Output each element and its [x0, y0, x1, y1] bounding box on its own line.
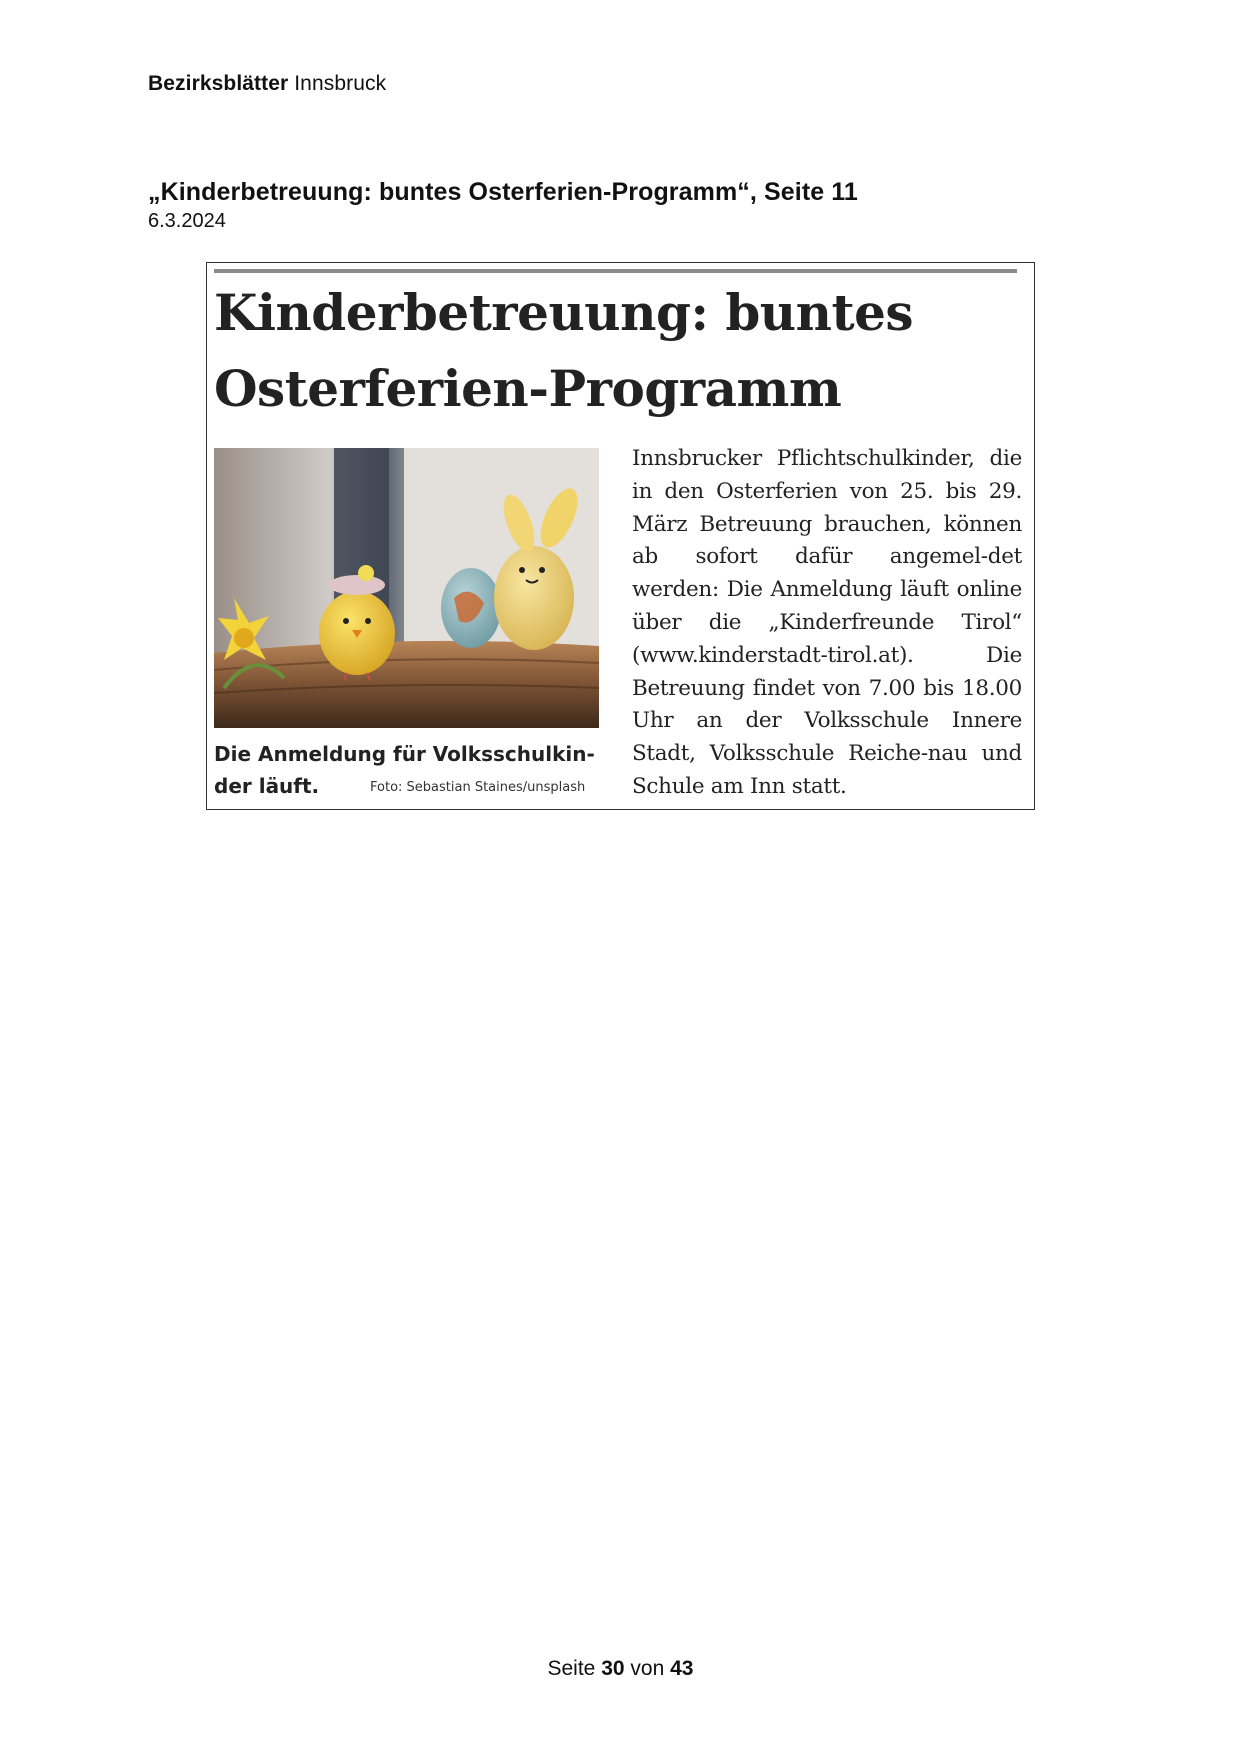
article-date: 6.3.2024 [148, 210, 226, 232]
clipping-headline: Kinderbetreuung: buntes Osterferien-Programm [214, 283, 914, 418]
photo-credit: Foto: Sebastian Staines/unsplash [370, 780, 586, 795]
article-body: Innsbrucker Pflichtschulkinder, die in den Osterferien von 25. bis 29. März Betreuung brauchen, können ab sofort dafür angemel-det werden: Die Anmeldung läuft online über die „Kinderfreunde Tirol“ (www.kinderstadt-tirol.at). Die Betreuung findet von 7.00 bis 18.00 Uhr an der Volksschule Innere Stadt, Volksschule Reiche-nau und Schule am Inn statt. [632, 446, 1022, 799]
page-separator: von [630, 1657, 665, 1680]
publication-name: Bezirksblätter [148, 72, 289, 95]
page-number [0, 1657, 1241, 1681]
headline-rule [214, 269, 1017, 273]
current-page: 30 [601, 1657, 625, 1680]
page-prefix: Seite [547, 1657, 596, 1680]
article-title: „Kinderbetreuung: buntes Osterferien-Programm“, Seite 11 [148, 178, 858, 206]
total-pages: 43 [670, 1657, 694, 1680]
newspaper-clipping [206, 262, 1035, 810]
publication-line [148, 72, 386, 96]
easter-chick-and-bunny-photo [214, 448, 599, 728]
photo-caption: Die Anmeldung für Volksschulkin-der läuft. [214, 742, 595, 798]
publication-region: Innsbruck [294, 72, 387, 95]
